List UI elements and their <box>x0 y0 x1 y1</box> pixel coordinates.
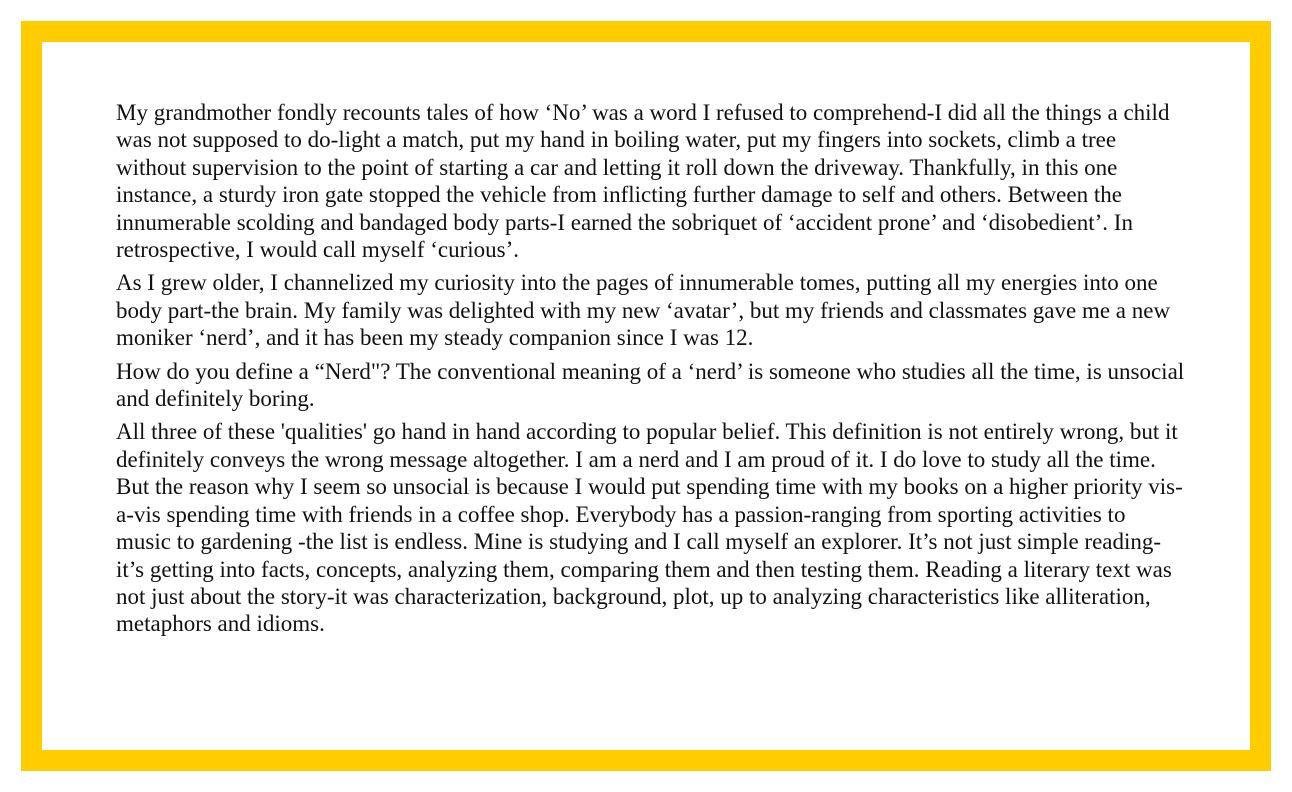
document-frame <box>21 21 1271 771</box>
paragraph-1: My grandmother fondly recounts tales of how ‘No’ was a word I refused to comprehend-I did all the things a child was not supposed to do-light a match, put my hand in boiling water, put my fingers into sockets, climb a tree without supervision to the point of starting a car and letting it roll down the driveway. Thankfully, in this one instance, a sturdy iron gate stopped the vehicle from inflicting further damage to self and others. Between the innumerable scolding and bandaged body parts-I earned the sobriquet of ‘accident prone’ and ‘disobedient’. In retrospective, I would call myself ‘curious’. <box>116 100 1170 263</box>
paragraph-3: How do you define a “Nerd"? The conventional meaning of a ‘nerd’ is someone who studies all the time, is unsocial and definitely boring. <box>116 358 1185 412</box>
paragraph-4: All three of these 'qualities' go hand in hand according to popular belief. This definition is not entirely wrong, but it definitely conveys the wrong message altogether. I am a nerd and I am proud of it. I do love to study all the time. But the reason why I seem so unsocial is because I would put spending time with my books on a higher priority vis-a-vis spending time with friends in a coffee shop. Everybody has a passion-ranging from sporting activities to music to gardening -the list is endless. Mine is studying and I call myself an explorer. It’s not just simple reading-it’s getting into facts, concepts, analyzing them, comparing them and then testing them. Reading a literary text was not just about the story-it was characterization, background, plot, up to analyzing characteristics like alliteration, metaphors and idioms. <box>116 419 1183 637</box>
paragraph-2: As I grew older, I channelized my curiosity into the pages of innumerable tomes, putting all my energies into one body part-the brain. My family was delighted with my new ‘avatar’, but my friends and classmates gave me a new moniker ‘nerd’, and it has been my steady companion since I was 12. <box>116 270 1171 351</box>
document-body <box>116 99 1186 644</box>
